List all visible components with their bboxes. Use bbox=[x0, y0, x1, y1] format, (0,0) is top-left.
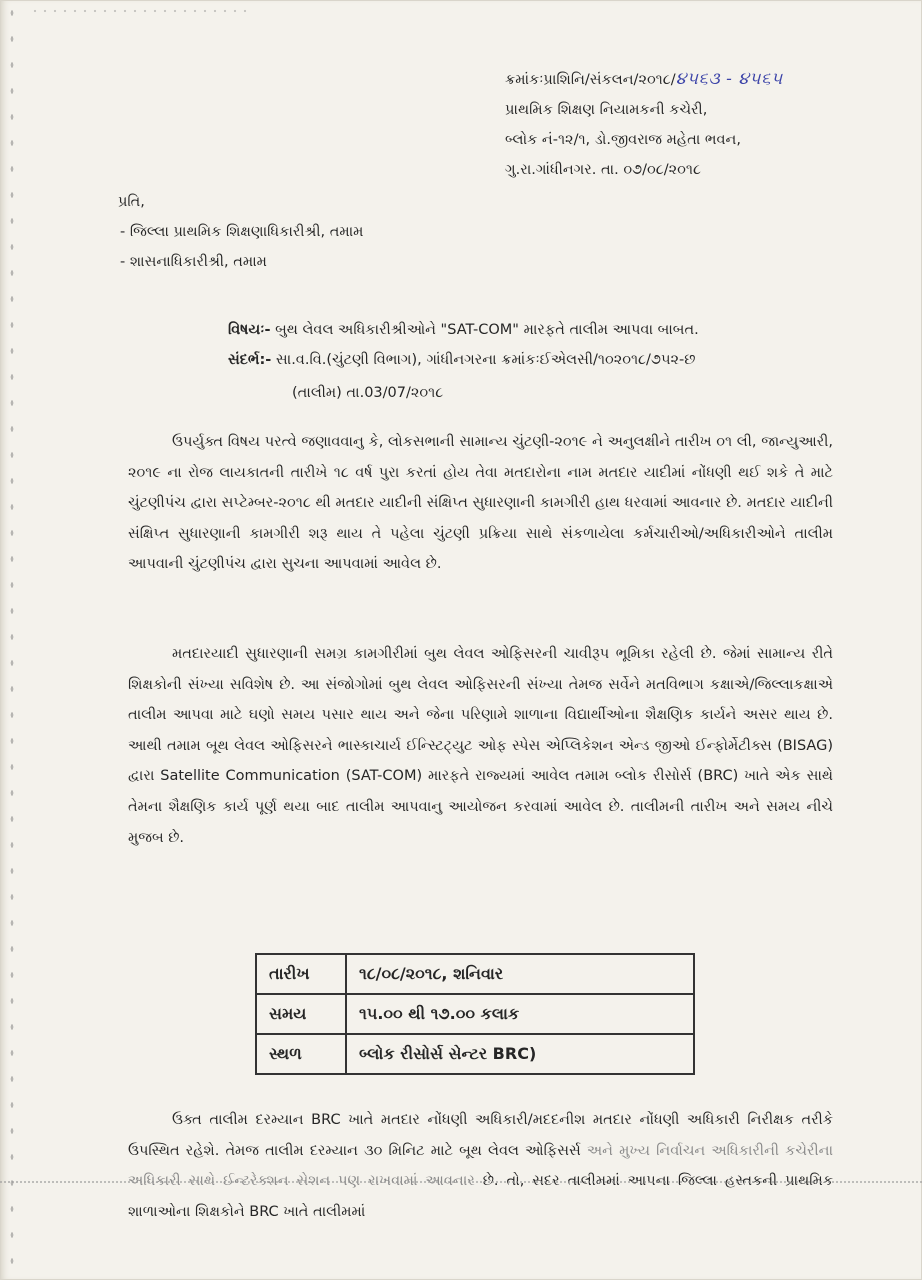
scan-fold-line bbox=[0, 1181, 922, 1183]
office-name: પ્રાથમિક શિક્ષણ નિયામકની કચેરી, bbox=[505, 102, 708, 118]
reference-number: ક્રમાંકઃપ્રાશિનિ/સંકલન/૨૦૧૮/૪૫૬૩ - ૪૫૬૫ bbox=[505, 69, 783, 89]
paragraph-3-part-b: અને મુખ્ય નિર્વાચન અધિકારીની કચેરીના અધિકારી સાથે ઈન્ટરેક્શન સેશન પણ રાખવામાં આવનાર bbox=[128, 1142, 833, 1190]
table-row bbox=[256, 954, 694, 994]
table-row bbox=[256, 1034, 694, 1074]
place-date: ગુ.રા.ગાંધીનગર. તા. ૦૭/૦૮/૨૦૧૮ bbox=[505, 162, 701, 178]
schedule-value: બ્લોક રીસોર્સ સેન્ટર BRC) bbox=[346, 1034, 694, 1074]
schedule-label: તારીખ bbox=[256, 954, 346, 994]
to-label: પ્રતિ, bbox=[118, 194, 145, 210]
recipient-2: - શાસનાધિકારીશ્રી, તમામ bbox=[120, 254, 267, 270]
reference-label: સંદર્ભ:- bbox=[228, 352, 272, 368]
recipient-1: - જિલ્લા પ્રાથમિક શિક્ષણાધિકારીશ્રી, તમામ bbox=[120, 224, 364, 240]
subject-block bbox=[228, 315, 699, 375]
subject-text: બુથ લેવલ અધિકારીશ્રીઓને "SAT-COM" મારફતે તાલીમ આપવા બાબત. bbox=[275, 322, 699, 338]
reference-text: સા.વ.વિ.(ચુંટણી વિભાગ), ગાંધીનગરના ક્રમાંકઃઈએલસી/૧૦૨૦૧૮/૭૫૨-છ bbox=[275, 352, 696, 368]
subject-line bbox=[228, 315, 699, 345]
schedule-label: સમય bbox=[256, 994, 346, 1034]
table-row bbox=[256, 994, 694, 1034]
reference-continuation: (તાલીમ) તા.03/07/૨૦૧૮ bbox=[292, 385, 444, 401]
schedule-label: સ્થળ bbox=[256, 1034, 346, 1074]
scan-noise bbox=[30, 6, 250, 16]
office-address: બ્લોક નં-૧૨/૧, ડો.જીવરાજ મહેતા ભવન, bbox=[505, 132, 741, 148]
paragraph-1: ઉપર્યુક્ત વિષય પરત્વે જણાવવાનુ કે, લોકસભાની સામાન્ય ચુંટણી-૨૦૧૯ ને અનુલક્ષીને તારીખ ૦૧ લી, જાન્યુઆરી, ૨૦૧૯ ના રોજ લાયકાતની તારીખે ૧૮ વર્ષ પુરા કરતાં હોય તેવા મતદારોના નામ મતદાર યાદીમાં નોંધણી થઈ શકે તે માટે ચુંટણીપંચ દ્વારા સપ્ટેમ્બર-૨૦૧૮ થી મતદાર યાદીની સંક્ષિપ્ત સુધારણાની કામગીરી હાથ ધરવામાં આવનાર છે. મતદાર યાદીની સંક્ષિપ્ત સુધારણાની કામગીરી શરૂ થાય તે પહેલા ચુંટણી પ્રક્રિયા સાથે સંકળાયેલા કર્મચારીઓ/અધિકારીઓને તાલીમ આપવાની ચુંટણીપંચ દ્વારા સુચના આપવામાં આવેલ છે. bbox=[128, 434, 833, 573]
binding-holes bbox=[6, 0, 18, 1280]
paragraph-3-part-c: છે. તો, સદર તાલીમમાં આપના જિલ્લા હસ્તકની પ્રાથમિક શાળાઓના શિક્ષકોને BRC ખાતે તાલીમમાં bbox=[128, 1173, 833, 1220]
schedule-table bbox=[255, 953, 695, 1075]
paragraph-2: મતદારયાદી સુધારણાની સમગ્ર કામગીરીમાં બુથ લેવલ ઓફિસરની ચાવીરૂપ ભૂમિકા રહેલી છે. જેમાં સામાન્ય રીતે શિક્ષકોની સંખ્યા સવિશેષ છે. આ સંજોગોમાં બુથ લેવલ ઓફિસરની સંખ્યા તેમજ સર્વેને મતવિભાગ કક્ષાએ/જિલ્લાકક્ષાએ તાલીમ આપવા માટે ઘણો સમય પસાર થાય અને જેના પરિણામે શાળાના વિદ્યાર્થીઓના શૈક્ષણિક કાર્યને અસર થાય છે. આથી તમામ બૂથ લેવલ ઓફિસરને ભાસ્કાચાર્ય ઈન્સ્ટિટ્યુટ ઓફ સ્પેસ એપ્લિકેશન એન્ડ જીઓ ઈન્ફોર્મેટીક્સ (BISAG) દ્વારા Satellite Communication (SAT-COM) મારફતે રાજ્યમાં આવેલ તમામ બ્લોક રીસોર્સ (BRC) ખાતે એક સાથે તેમના શૈક્ષણિક કાર્ય પૂર્ણ થયા બાદ તાલીમ આપવાનુ આયોજન કરવામાં આવેલ છે. તાલીમની તારીખ અને સમય નીચે મુજબ છે. bbox=[128, 646, 833, 846]
handwritten-ref: ૪૫૬૩ - ૪૫૬૫ bbox=[675, 69, 783, 89]
reference-line bbox=[228, 345, 699, 375]
schedule-value: ૧૫.૦૦ થી ૧૭.૦૦ કલાક bbox=[346, 994, 694, 1034]
paragraph-3 bbox=[128, 1105, 833, 1227]
paragraph-3-part-a: ઉક્ત તાલીમ દરમ્યાન BRC ખાતે મતદાર નોંધણી અધિકારી/મદદનીશ મતદાર નોંધણી અધિકારી નિરીક્ષક તરીકે ઉપસ્થિત રહેશે. તેમજ તાલીમ દરમ્યાન ૩૦ મિનિટ માટે બૂથ લેવલ ઓફિસર્સ bbox=[128, 1112, 833, 1159]
letterhead bbox=[505, 64, 783, 185]
recipients-block bbox=[118, 187, 363, 277]
subject-label: વિષયઃ- bbox=[228, 322, 271, 338]
schedule-value: ૧૮/૦૮/૨૦૧૮, શનિવાર bbox=[346, 954, 694, 994]
